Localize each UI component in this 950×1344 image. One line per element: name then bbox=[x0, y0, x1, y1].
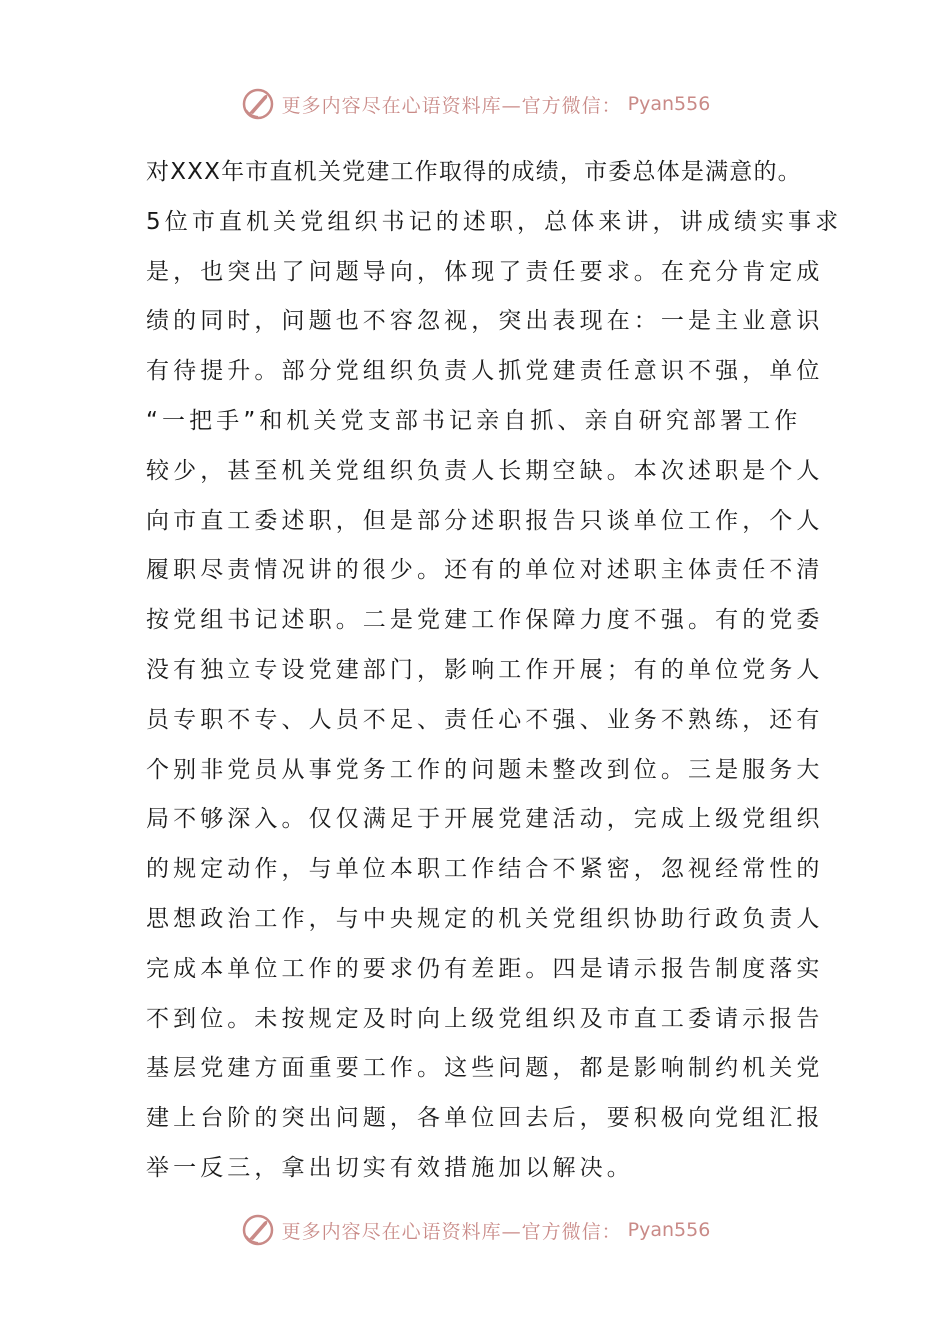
text-line: 是，也突出了问题导向，体现了责任要求。在充分肯定成 bbox=[146, 258, 824, 285]
text-line: 不到位。未按规定及时向上级党组织及市直工委请示报告 bbox=[146, 1005, 824, 1032]
text-line: 没有独立专设党建部门，影响工作开展；有的单位党务人 bbox=[146, 656, 824, 683]
text-line: 思想政治工作，与中央规定的机关党组织协助行政负责人 bbox=[146, 905, 824, 932]
text-line: 履职尽责情况讲的很少。还有的单位对述职主体责任不清 bbox=[146, 557, 824, 584]
watermark-wechat-id: Pyan556 bbox=[627, 1219, 711, 1241]
watermark-text: 更多内容尽在心语资料库—官方微信： bbox=[281, 94, 622, 117]
text-line: 个别非党员从事党务工作的问题未整改到位。三是服务大 bbox=[146, 756, 824, 783]
text-line: 基层党建方面重要工作。这些问题，都是影响制约机关党 bbox=[146, 1055, 824, 1082]
text-line: 建上台阶的突出问题，各单位回去后，要积极向党组汇报 bbox=[146, 1105, 824, 1132]
text-line: 绩的同时，问题也不容忽视，突出表现在：一是主业意识 bbox=[146, 308, 824, 335]
text-line: 完成本单位工作的要求仍有差距。四是请示报告制度落实 bbox=[146, 955, 824, 982]
text-line: 举一反三，拿出切实有效措施加以解决。 bbox=[146, 1154, 634, 1181]
text-line: 局不够深入。仅仅满足于开展党建活动，完成上级党组织 bbox=[146, 806, 824, 833]
text-line: 员专职不专、人员不足、责任心不强、业务不熟练，还有 bbox=[146, 706, 824, 733]
watermark-text: 更多内容尽在心语资料库—官方微信： bbox=[281, 1220, 622, 1243]
text-line: 向市直工委述职，但是部分述职报告只谈单位工作，个人 bbox=[146, 507, 824, 534]
header-watermark bbox=[0, 84, 950, 124]
text-line: 较少，甚至机关党组织负责人长期空缺。本次述职是个人 bbox=[146, 457, 824, 484]
text-line: 5位市直机关党组织书记的述职，总体来讲，讲成绩实事求 bbox=[146, 208, 843, 235]
text-line: 对XXX年市直机关党建工作取得的成绩，市委总体是满意的。 bbox=[146, 159, 802, 185]
body-text bbox=[146, 148, 843, 1194]
footer-watermark bbox=[0, 1210, 950, 1250]
text-line: 有待提升。部分党组织负责人抓党建责任意识不强，单位 bbox=[146, 358, 824, 385]
text-line: “一把手”和机关党支部书记亲自抓、亲自研究部署工作 bbox=[146, 407, 802, 434]
text-line: 按党组书记述职。二是党建工作保障力度不强。有的党委 bbox=[146, 607, 824, 634]
watermark-wechat-id: Pyan556 bbox=[627, 93, 711, 115]
quill-pen-seal-icon bbox=[240, 86, 276, 122]
text-line: 的规定动作，与单位本职工作结合不紧密，忽视经常性的 bbox=[146, 856, 824, 883]
quill-pen-seal-icon bbox=[240, 1212, 276, 1248]
